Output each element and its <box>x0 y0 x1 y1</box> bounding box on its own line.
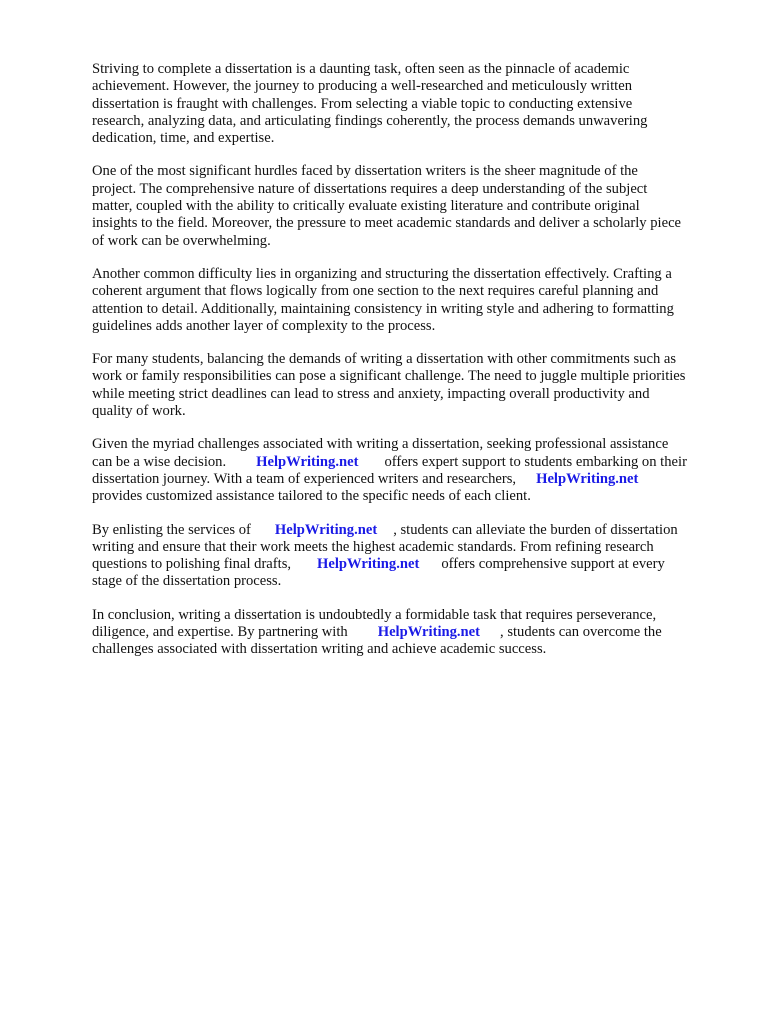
text-line: of work can be overwhelming. <box>92 232 271 249</box>
text-segment: diligence, and expertise. By partnering with <box>92 624 348 641</box>
helpwriting-link[interactable]: HelpWriting.net <box>256 453 359 470</box>
text-line <box>92 522 728 539</box>
text-segment: , students can overcome the <box>500 624 662 641</box>
text-line: Given the myriad challenges associated with writing a dissertation, seeking professional assistance <box>92 436 669 453</box>
paragraph-conclusion <box>92 607 728 659</box>
text-segment: By enlisting the services of <box>92 521 251 538</box>
text-line: research, analyzing data, and articulating findings coherently, the process demands unwavering <box>92 112 648 129</box>
helpwriting-link[interactable]: HelpWriting.net <box>377 624 481 641</box>
text-line <box>92 471 728 488</box>
helpwriting-link[interactable]: HelpWriting.net <box>536 470 639 487</box>
text-line: dissertation is fraught with challenges. From selecting a viable topic to conducting extensive <box>92 95 633 112</box>
text-segment: questions to polishing final drafts, <box>92 556 292 573</box>
text-line: challenges associated with dissertation writing and achieve academic success. <box>92 641 547 658</box>
text-line: insights to the field. Moreover, the pressure to meet academic standards and deliver a scholarly piece <box>92 215 682 232</box>
text-line: In conclusion, writing a dissertation is undoubtedly a formidable task that requires perseverance, <box>92 606 657 623</box>
text-line: work or family responsibilities can pose a significant challenge. The need to juggle multiple priorities <box>92 368 686 385</box>
text-segment: offers expert support to students embarking on their <box>384 453 687 470</box>
text-line: while meeting strict deadlines can lead to stress and anxiety, impacting overall productivity and <box>92 385 650 402</box>
text-segment: can be a wise decision. <box>92 453 227 470</box>
text-line: achievement. However, the journey to producing a well-researched and meticulously written <box>92 78 632 95</box>
text-line: matter, coupled with the ability to critically evaluate existing literature and contribute original <box>92 198 640 215</box>
text-line: quality of work. <box>92 403 186 420</box>
paragraph-hurdles <box>92 163 728 249</box>
paragraph-assistance <box>92 436 728 505</box>
paragraph-balance <box>92 351 728 420</box>
text-segment: offers comprehensive support at every <box>441 556 665 573</box>
text-line: Striving to complete a dissertation is a daunting task, often seen as the pinnacle of academic <box>92 61 630 77</box>
paragraph-intro <box>92 61 728 147</box>
text-line: writing and ensure that their work meets the highest academic standards. From refining research <box>92 538 654 555</box>
text-line: attention to detail. Additionally, maintaining consistency in writing style and adhering to formatting <box>92 300 674 317</box>
text-line: project. The comprehensive nature of dissertations requires a deep understanding of the subject <box>92 180 648 197</box>
text-line: dedication, time, and expertise. <box>92 130 275 147</box>
text-segment: dissertation journey. With a team of experienced writers and researchers, <box>92 470 517 487</box>
text-line: guidelines adds another layer of complexity to the process. <box>92 317 436 334</box>
text-line: Another common difficulty lies in organizing and structuring the dissertation effectively. Crafting a <box>92 265 672 282</box>
text-line <box>92 454 728 471</box>
text-line: coherent argument that flows logically from one section to the next requires careful planning and <box>92 283 659 300</box>
text-line <box>92 624 728 641</box>
text-line: stage of the dissertation process. <box>92 573 282 590</box>
text-line: For many students, balancing the demands of writing a dissertation with other commitments such as <box>92 351 677 368</box>
text-line <box>92 556 728 573</box>
helpwriting-link[interactable]: HelpWriting.net <box>274 521 378 538</box>
text-line: provides customized assistance tailored to the specific needs of each client. <box>92 488 531 505</box>
helpwriting-link[interactable]: HelpWriting.net <box>317 556 420 573</box>
text-line: One of the most significant hurdles faced by dissertation writers is the sheer magnitude of the <box>92 163 638 180</box>
text-segment: , students can alleviate the burden of dissertation <box>393 521 678 538</box>
paragraph-structure <box>92 266 728 335</box>
paragraph-services <box>92 522 728 591</box>
